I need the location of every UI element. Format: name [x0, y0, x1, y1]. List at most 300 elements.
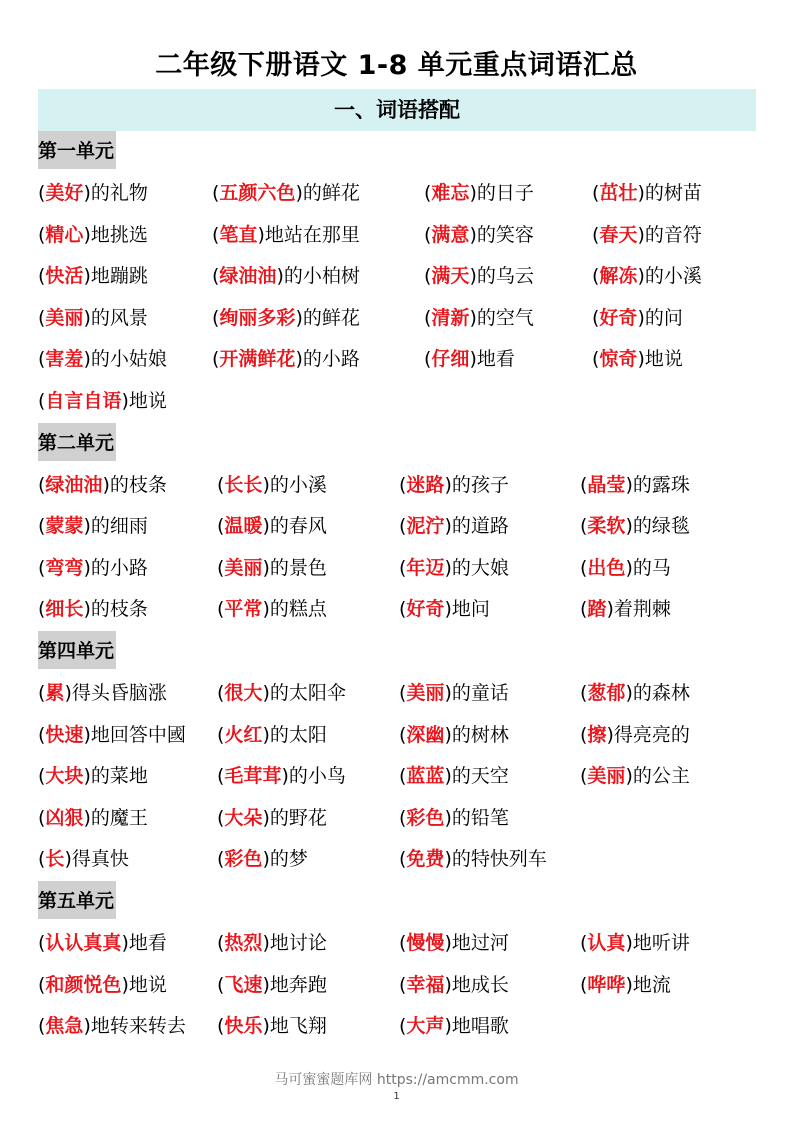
- close-bracket: ): [262, 723, 270, 746]
- open-bracket: (: [38, 389, 46, 412]
- phrase-item: [217, 923, 327, 965]
- close-bracket: ): [295, 348, 303, 371]
- phrase-item: [217, 673, 346, 715]
- phrase-rest: 地讨论: [269, 931, 327, 954]
- open-bracket: (: [38, 473, 46, 496]
- phrase-rest: 的天空: [451, 765, 509, 788]
- open-bracket: (: [580, 598, 588, 621]
- phrase-rest: 的小姑娘: [90, 348, 167, 371]
- close-bracket: ): [262, 931, 270, 954]
- phrase-keyword: 幸福: [406, 973, 445, 996]
- phrase-item: [399, 1006, 509, 1048]
- phrase-item: [38, 298, 148, 340]
- phrase-rest: 的树林: [451, 723, 509, 746]
- phrase-item: [38, 715, 186, 757]
- unit-heading-row: [38, 631, 756, 673]
- phrase-item: [38, 381, 167, 423]
- open-bracket: (: [217, 515, 225, 538]
- phrase-item: [38, 923, 167, 965]
- phrase-keyword: 蒙蒙: [45, 515, 84, 538]
- phrase-keyword: 美好: [45, 182, 84, 204]
- open-bracket: (: [580, 973, 588, 996]
- close-bracket: ): [625, 973, 633, 996]
- phrase-keyword: 飞速: [224, 973, 263, 996]
- close-bracket: ): [262, 556, 270, 579]
- phrase-rest: 地蹦跳: [90, 265, 148, 288]
- open-bracket: (: [212, 182, 220, 204]
- close-bracket: ): [444, 806, 452, 829]
- open-bracket: (: [217, 806, 225, 829]
- phrase-rest: 的风景: [90, 306, 148, 329]
- phrase-item: [592, 339, 683, 381]
- phrase-item: [38, 756, 148, 798]
- open-bracket: (: [580, 473, 588, 496]
- phrase-rest: 的礼物: [90, 182, 148, 204]
- open-bracket: (: [38, 848, 46, 871]
- phrase-item: [580, 923, 690, 965]
- phrase-rest: 地唱歌: [451, 1015, 509, 1038]
- phrase-rest: 的梦: [269, 848, 308, 871]
- phrase-row: [38, 173, 756, 215]
- phrase-item: [399, 589, 490, 631]
- phrase-keyword: 开满鲜花: [219, 348, 296, 371]
- phrase-keyword: 绿油油: [45, 473, 103, 496]
- phrase-keyword: 焦急: [45, 1015, 84, 1038]
- phrase-rest: 的树苗: [644, 182, 702, 204]
- open-bracket: (: [424, 182, 432, 204]
- open-bracket: (: [399, 681, 407, 704]
- open-bracket: (: [38, 598, 46, 621]
- phrase-keyword: 害羞: [45, 348, 84, 371]
- unit-heading-row: [38, 131, 756, 173]
- phrase-item: [212, 339, 360, 381]
- phrase-keyword: 清新: [431, 306, 470, 329]
- phrase-item: [592, 256, 702, 298]
- open-bracket: (: [399, 806, 407, 829]
- open-bracket: (: [38, 806, 46, 829]
- phrase-item: [424, 298, 534, 340]
- open-bracket: (: [38, 1015, 46, 1038]
- close-bracket: ): [262, 515, 270, 538]
- phrase-row: [38, 839, 756, 881]
- close-bracket: ): [637, 223, 645, 246]
- close-bracket: ): [625, 473, 633, 496]
- close-bracket: ): [469, 265, 477, 288]
- phrase-rest: 的枝条: [90, 598, 148, 621]
- phrase-item: [38, 1006, 186, 1048]
- phrase-rest: 地说: [644, 348, 683, 371]
- phrase-keyword: 笔直: [219, 223, 258, 246]
- phrase-keyword: 大声: [406, 1015, 445, 1038]
- phrase-item: [592, 173, 702, 215]
- phrase-keyword: 年迈: [406, 556, 445, 579]
- open-bracket: (: [212, 306, 220, 329]
- close-bracket: ): [444, 473, 452, 496]
- close-bracket: ): [295, 182, 303, 204]
- close-bracket: ): [606, 598, 614, 621]
- footer-watermark: 马可蜜蜜题库网 https://amcmm.com: [274, 1072, 519, 1088]
- open-bracket: (: [217, 473, 225, 496]
- phrase-rest: 的小鸟: [288, 765, 346, 788]
- phrase-rest: 的大娘: [451, 556, 509, 579]
- phrase-keyword: 满意: [431, 223, 470, 246]
- phrase-item: [38, 173, 148, 215]
- close-bracket: ): [102, 473, 110, 496]
- phrase-item: [424, 215, 534, 257]
- phrase-item: [399, 965, 509, 1007]
- phrase-rest: 的小路: [302, 348, 360, 371]
- phrase-item: [592, 298, 683, 340]
- close-bracket: ): [469, 223, 477, 246]
- open-bracket: (: [580, 723, 588, 746]
- phrase-item: [399, 673, 509, 715]
- phrase-rest: 的景色: [269, 556, 327, 579]
- close-bracket: ): [295, 306, 303, 329]
- phrase-keyword: 擦: [587, 723, 607, 746]
- close-bracket: ): [262, 848, 270, 871]
- phrase-rest: 的细雨: [90, 515, 148, 538]
- phrase-item: [38, 215, 148, 257]
- phrase-rest: 的童话: [451, 681, 509, 704]
- phrase-rest: 地挑选: [90, 223, 148, 246]
- phrase-row: [38, 798, 756, 840]
- phrase-rest: 地奔跑: [269, 973, 327, 996]
- phrase-row: [38, 756, 756, 798]
- phrase-rest: 的魔王: [90, 806, 148, 829]
- phrase-item: [580, 506, 690, 548]
- phrase-rest: 的小溪: [644, 265, 702, 288]
- phrase-rest: 的小柏树: [283, 265, 360, 288]
- close-bracket: ): [625, 765, 633, 788]
- unit-heading-row: [38, 881, 756, 923]
- phrase-keyword: 免费: [406, 848, 445, 871]
- open-bracket: (: [399, 598, 407, 621]
- close-bracket: ): [276, 265, 284, 288]
- phrase-keyword: 火红: [224, 723, 263, 746]
- phrase-item: [217, 506, 327, 548]
- phrase-keyword: 快速: [45, 723, 84, 746]
- close-bracket: ): [637, 306, 645, 329]
- phrase-rest: 得真快: [71, 848, 129, 871]
- close-bracket: ): [262, 473, 270, 496]
- open-bracket: (: [580, 931, 588, 954]
- phrase-row: [38, 465, 756, 507]
- close-bracket: ): [262, 806, 270, 829]
- phrase-keyword: 绚丽多彩: [219, 306, 296, 329]
- close-bracket: ): [444, 973, 452, 996]
- open-bracket: (: [38, 973, 46, 996]
- phrase-keyword: 绿油油: [219, 265, 277, 288]
- close-bracket: ): [469, 182, 477, 204]
- open-bracket: (: [399, 515, 407, 538]
- phrase-rest: 的孩子: [451, 473, 509, 496]
- open-bracket: (: [38, 306, 46, 329]
- phrase-rest: 的春风: [269, 515, 327, 538]
- phrase-rest: 的特快列车: [451, 848, 547, 871]
- open-bracket: (: [592, 223, 600, 246]
- open-bracket: (: [580, 681, 588, 704]
- phrase-item: [212, 173, 360, 215]
- close-bracket: ): [83, 223, 91, 246]
- close-bracket: ): [625, 681, 633, 704]
- close-bracket: ): [606, 723, 614, 746]
- phrase-rest: 地飞翔: [269, 1015, 327, 1038]
- phrase-keyword: 深幽: [406, 723, 445, 746]
- phrase-item: [38, 589, 148, 631]
- close-bracket: ): [64, 681, 72, 704]
- phrase-rest: 的音符: [644, 223, 702, 246]
- open-bracket: (: [38, 931, 46, 954]
- phrase-rest: 地流: [632, 973, 671, 996]
- phrase-item: [399, 548, 509, 590]
- close-bracket: ): [281, 765, 289, 788]
- phrase-item: [38, 339, 167, 381]
- close-bracket: ): [83, 765, 91, 788]
- open-bracket: (: [424, 223, 432, 246]
- open-bracket: (: [399, 973, 407, 996]
- phrase-row: [38, 506, 756, 548]
- phrase-keyword: 泥泞: [406, 515, 445, 538]
- open-bracket: (: [424, 306, 432, 329]
- open-bracket: (: [592, 306, 600, 329]
- open-bracket: (: [212, 223, 220, 246]
- phrase-item: [38, 839, 129, 881]
- page-title: 二年级下册语文 1-8 单元重点词语汇总: [155, 50, 638, 81]
- phrase-rest: 的空气: [476, 306, 534, 329]
- phrase-row: [38, 548, 756, 590]
- close-bracket: ): [469, 348, 477, 371]
- close-bracket: ): [83, 265, 91, 288]
- phrase-rest: 的太阳: [269, 723, 327, 746]
- phrase-item: [217, 715, 327, 757]
- phrase-keyword: 好奇: [599, 306, 638, 329]
- phrase-item: [399, 923, 509, 965]
- phrase-rest: 的枝条: [109, 473, 167, 496]
- phrase-item: [399, 798, 509, 840]
- phrase-keyword: 大块: [45, 765, 84, 788]
- phrase-item: [217, 548, 327, 590]
- phrase-rest: 地成长: [451, 973, 509, 996]
- close-bracket: ): [83, 348, 91, 371]
- close-bracket: ): [121, 931, 129, 954]
- close-bracket: ): [625, 515, 633, 538]
- phrase-keyword: 慢慢: [406, 931, 445, 954]
- phrase-keyword: 美丽: [45, 306, 84, 329]
- open-bracket: (: [399, 1015, 407, 1038]
- phrase-item: [424, 173, 534, 215]
- close-bracket: ): [83, 306, 91, 329]
- close-bracket: ): [83, 598, 91, 621]
- phrase-rest: 地回答中國: [90, 723, 186, 746]
- phrase-keyword: 长长: [224, 473, 263, 496]
- phrase-keyword: 认真: [587, 931, 626, 954]
- phrase-item: [38, 465, 167, 507]
- phrase-item: [580, 673, 690, 715]
- phrase-keyword: 晶莹: [587, 473, 626, 496]
- close-bracket: ): [64, 848, 72, 871]
- phrase-row: [38, 589, 756, 631]
- open-bracket: (: [212, 348, 220, 371]
- open-bracket: (: [38, 223, 46, 246]
- phrase-item: [580, 756, 690, 798]
- close-bracket: ): [262, 681, 270, 704]
- phrase-item: [38, 548, 148, 590]
- phrase-item: [580, 548, 671, 590]
- phrase-item: [217, 965, 327, 1007]
- close-bracket: ): [121, 389, 129, 412]
- phrase-item: [580, 589, 671, 631]
- phrase-keyword: 彩色: [224, 848, 263, 871]
- phrase-rest: 的小溪: [269, 473, 327, 496]
- phrase-keyword: 快乐: [224, 1015, 263, 1038]
- phrase-rest: 的小路: [90, 556, 148, 579]
- close-bracket: ): [83, 1015, 91, 1038]
- phrase-item: [217, 756, 346, 798]
- phrase-keyword: 毛茸茸: [224, 765, 282, 788]
- phrase-keyword: 惊奇: [599, 348, 638, 371]
- phrase-row: [38, 923, 756, 965]
- phrase-keyword: 自言自语: [45, 389, 122, 412]
- phrase-keyword: 出色: [587, 556, 626, 579]
- phrase-item: [38, 673, 167, 715]
- phrase-item: [212, 298, 360, 340]
- phrase-item: [212, 215, 360, 257]
- phrase-keyword: 细长: [45, 598, 84, 621]
- close-bracket: ): [469, 306, 477, 329]
- phrase-row: [38, 1006, 756, 1048]
- units-container: [38, 131, 756, 1048]
- phrase-keyword: 美丽: [224, 556, 263, 579]
- close-bracket: ): [444, 681, 452, 704]
- open-bracket: (: [399, 556, 407, 579]
- close-bracket: ): [83, 515, 91, 538]
- phrase-keyword: 平常: [224, 598, 263, 621]
- phrase-item: [217, 798, 327, 840]
- phrase-rest: 的铅笔: [451, 806, 509, 829]
- open-bracket: (: [38, 681, 46, 704]
- phrase-item: [592, 215, 702, 257]
- phrase-rest: 地过河: [451, 931, 509, 954]
- phrase-item: [580, 715, 690, 757]
- close-bracket: ): [257, 223, 265, 246]
- unit-label: 第四单元: [38, 631, 116, 669]
- phrase-keyword: 认认真真: [45, 931, 122, 954]
- phrase-item: [399, 839, 547, 881]
- phrase-keyword: 很大: [224, 681, 263, 704]
- phrase-rest: 的糕点: [269, 598, 327, 621]
- phrase-keyword: 凶狠: [45, 806, 84, 829]
- close-bracket: ): [444, 723, 452, 746]
- phrase-item: [38, 256, 148, 298]
- open-bracket: (: [217, 723, 225, 746]
- phrase-rest: 着荆棘: [613, 598, 671, 621]
- phrase-item: [399, 715, 509, 757]
- phrase-keyword: 快活: [45, 265, 84, 288]
- open-bracket: (: [38, 723, 46, 746]
- phrase-keyword: 美丽: [587, 765, 626, 788]
- open-bracket: (: [38, 765, 46, 788]
- open-bracket: (: [217, 681, 225, 704]
- close-bracket: ): [444, 848, 452, 871]
- open-bracket: (: [399, 848, 407, 871]
- close-bracket: ): [262, 1015, 270, 1038]
- open-bracket: (: [217, 556, 225, 579]
- phrase-keyword: 美丽: [406, 681, 445, 704]
- open-bracket: (: [399, 765, 407, 788]
- close-bracket: ): [625, 931, 633, 954]
- phrase-keyword: 春天: [599, 223, 638, 246]
- open-bracket: (: [424, 348, 432, 371]
- section-header: 一、词语搭配: [38, 89, 756, 131]
- open-bracket: (: [217, 1015, 225, 1038]
- phrase-keyword: 和颜悦色: [45, 973, 122, 996]
- phrase-item: [424, 339, 515, 381]
- phrase-item: [217, 589, 327, 631]
- phrase-item: [217, 839, 308, 881]
- phrase-item: [424, 256, 534, 298]
- phrase-item: [399, 756, 509, 798]
- close-bracket: ): [637, 348, 645, 371]
- phrase-rest: 的野花: [269, 806, 327, 829]
- phrase-rest: 的公主: [632, 765, 690, 788]
- phrase-item: [580, 465, 690, 507]
- open-bracket: (: [38, 348, 46, 371]
- open-bracket: (: [217, 765, 225, 788]
- phrase-keyword: 踏: [587, 598, 607, 621]
- phrase-rest: 的道路: [451, 515, 509, 538]
- phrase-row: [38, 215, 756, 257]
- phrase-item: [217, 465, 327, 507]
- open-bracket: (: [592, 265, 600, 288]
- phrase-rest: 的菜地: [90, 765, 148, 788]
- open-bracket: (: [580, 515, 588, 538]
- phrase-rest: 的太阳伞: [269, 681, 346, 704]
- open-bracket: (: [217, 931, 225, 954]
- phrase-item: [38, 965, 167, 1007]
- open-bracket: (: [580, 556, 588, 579]
- open-bracket: (: [217, 848, 225, 871]
- phrase-keyword: 五颜六色: [219, 182, 296, 204]
- unit-label: 第五单元: [38, 881, 116, 919]
- phrase-rest: 地看: [128, 931, 167, 954]
- open-bracket: (: [38, 515, 46, 538]
- phrase-keyword: 温暖: [224, 515, 263, 538]
- phrase-keyword: 弯弯: [45, 556, 84, 579]
- phrase-rest: 的鲜花: [302, 182, 360, 204]
- phrase-row: [38, 715, 756, 757]
- phrase-item: [399, 465, 509, 507]
- close-bracket: ): [121, 973, 129, 996]
- phrase-rest: 地看: [476, 348, 515, 371]
- phrase-rest: 的森林: [632, 681, 690, 704]
- close-bracket: ): [444, 556, 452, 579]
- phrase-rest: 的露珠: [632, 473, 690, 496]
- phrase-keyword: 精心: [45, 223, 84, 246]
- close-bracket: ): [262, 598, 270, 621]
- phrase-keyword: 好奇: [406, 598, 445, 621]
- page-number: 1: [393, 1091, 400, 1102]
- phrase-rest: 的笑容: [476, 223, 534, 246]
- phrase-rest: 地转来转去: [90, 1015, 186, 1038]
- close-bracket: ): [444, 515, 452, 538]
- phrase-row: [38, 298, 756, 340]
- close-bracket: ): [83, 723, 91, 746]
- phrase-item: [212, 256, 360, 298]
- close-bracket: ): [625, 556, 633, 579]
- open-bracket: (: [580, 765, 588, 788]
- phrase-rest: 地问: [451, 598, 490, 621]
- phrase-rest: 地听讲: [632, 931, 690, 954]
